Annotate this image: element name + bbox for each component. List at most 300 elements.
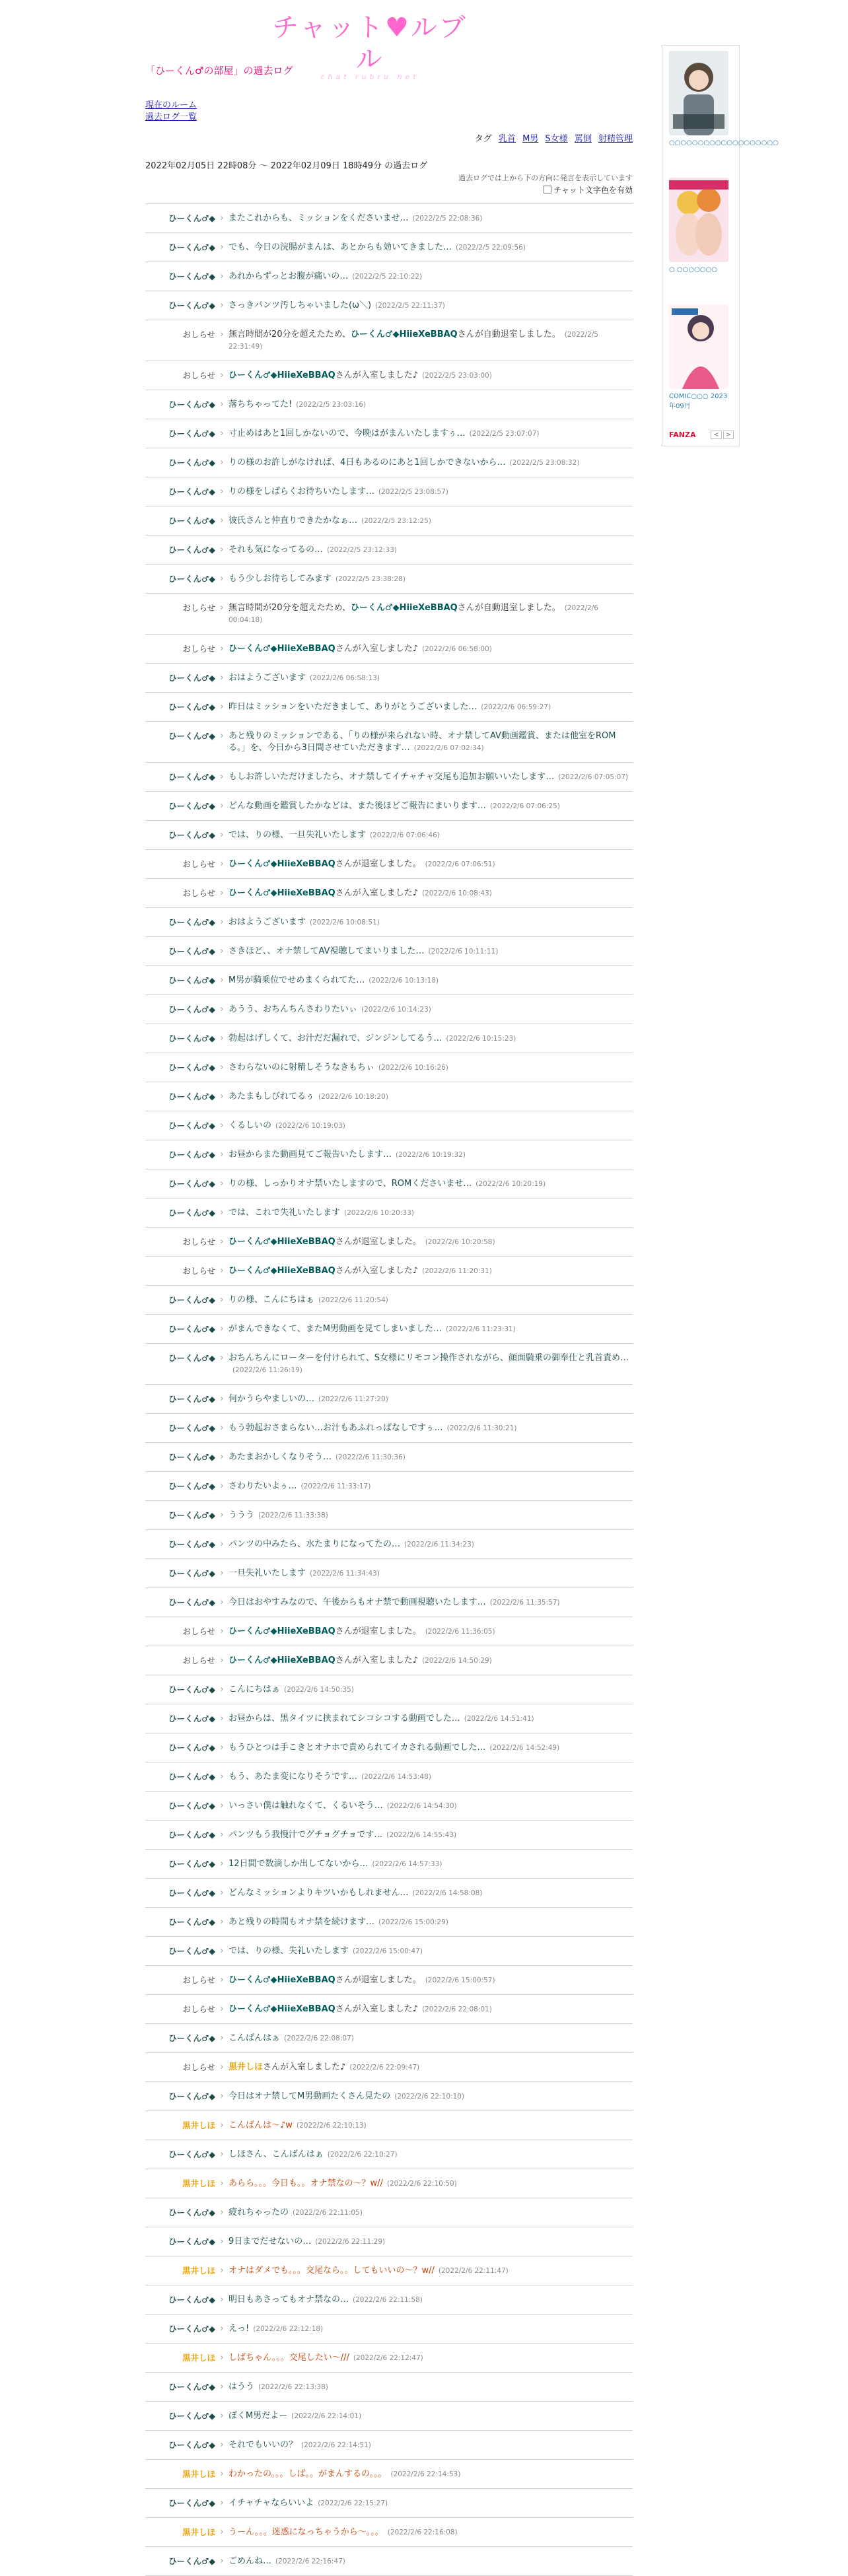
speaker-name: おしらせ [182,1266,215,1276]
speaker-name: 黒井しほ [182,2527,215,2537]
title-prefix: 「 [145,65,156,77]
ad-caption-3[interactable]: COMIC○○○ 2023年09月 [669,393,728,410]
timestamp: (2022/2/5 23:08:32) [509,459,580,467]
message-body: でも、今日の浣腸がまんは、あとからも効いてきました… [229,242,452,252]
chat-log-row [145,2140,633,2169]
separator: › [220,1353,224,1363]
timestamp: (2022/2/6 00:04:18) [229,604,598,624]
message-text [229,213,633,225]
speaker-name: ひーくん♂◆ [168,946,215,956]
separator: › [220,1179,224,1189]
message-body: M男が騎乗位でせめまくられてた… [229,975,365,985]
message-body: しほさん、こんばんはぁ [229,2149,324,2159]
chat-log-row [145,908,633,937]
chat-log-row [145,291,633,320]
speaker-name: ひーくん♂◆ [168,2382,215,2392]
log-direction-note: 過去ログでは上から下の方向に発言を表示しています [458,174,633,182]
ad-image-2[interactable] [669,178,728,262]
speaker-name: 黒井しほ [182,2120,215,2130]
message-text [229,2236,633,2248]
separator: › [220,2353,224,2363]
timestamp: (2022/2/6 10:11:11) [428,948,499,956]
timestamp: (2022/2/6 15:00:57) [425,1976,495,1984]
message-body: こんばんはぁ [229,2033,281,2043]
ad-next-button[interactable]: > [723,431,734,439]
timestamp: (2022/2/6 14:54:30) [386,1802,457,1810]
message-body: あと残りのミッションである、「りの様が来られない時、オナ禁してAV動画鑑賞、または他室をROMる。」を、今日から3日間させていただきます… [229,731,616,753]
timestamp: (2022/2/6 06:59:27) [481,703,551,711]
notice-user: ひーくん♂◆HiieXeBBAQ [229,644,336,654]
chat-log-row [145,2285,633,2315]
message-text [229,1713,633,1725]
message-text [229,2294,633,2306]
speaker-name: ひーくん♂◆ [168,1859,215,1869]
message-body: 明日もあさってもオナ禁なの… [229,2295,349,2305]
separator: › [220,2324,224,2334]
message-body: あたまもしびれてるぅ [229,1092,315,1101]
separator: › [220,271,224,281]
message-text [229,2352,633,2364]
timestamp: (2022/2/6 22:13:38) [258,2383,328,2391]
message-body: ごめんね… [229,2556,272,2566]
separator: › [220,603,224,613]
notice-suffix: さんが退室しました。 [335,1975,421,1985]
message-body: はうう [229,2382,255,2392]
timestamp: (2022/2/6 11:26:19) [232,1366,302,1374]
chat-log-row [145,1344,633,1385]
message-text [229,1323,633,1335]
main-content [145,63,633,2576]
separator: › [220,1917,224,1927]
timestamp: (2022/2/6 11:33:17) [300,1482,371,1490]
separator: › [220,2382,224,2392]
separator: › [220,1714,224,1723]
timestamp: (2022/2/6 11:34:43) [310,1570,380,1578]
chat-log-row [145,664,633,693]
notice-user: ひーくん♂◆HiieXeBBAQ [229,888,336,898]
site-logo[interactable] [271,12,469,81]
timestamp: (2022/2/5 22:08:36) [412,215,483,223]
speaker-name: ひーくん♂◆ [168,1539,215,1549]
chat-log-row [145,390,633,419]
speaker-name: ひーくん♂◆ [168,673,215,683]
chat-log-row [145,635,633,664]
chat-log-row [145,1530,633,1559]
chat-log-row [145,1762,633,1792]
chat-log-row [145,448,633,477]
message-text [229,858,633,870]
site-logo-subtext: chat rubru net [320,73,419,81]
chat-log-row [145,1966,633,1995]
chat-log-row [145,2373,633,2402]
timestamp: (2022/2/6 10:20:19) [476,1180,546,1188]
message-body: 今日はおやすみなので、午後からもオナ禁で動画視聴いたします… [229,1597,486,1607]
speaker-name: ひーくん♂◆ [168,1597,215,1607]
message-body: では、これで失礼いたします [229,1208,341,1218]
timestamp: (2022/2/6 22:15:27) [318,2499,388,2507]
timestamp: (2022/2/5 22:09:56) [456,244,526,252]
color-toggle[interactable] [145,184,633,195]
timestamp: (2022/2/6 15:00:29) [378,1918,448,1926]
notice-user: ひーくん♂◆HiieXeBBAQ [229,1237,336,1247]
timestamp: (2022/2/6 14:57:33) [372,1860,442,1868]
message-body: ううう [229,1510,255,1520]
message-body: さわりたいよぅ… [229,1481,297,1491]
notice-suffix: さんが退室しました。 [335,1237,421,1247]
notice-suffix: さんが入室しました♪ [263,2062,346,2072]
message-body: ぼくM男だよー [229,2411,288,2421]
color-toggle-label: チャット文字色を有効 [553,186,633,195]
message-text [229,1149,633,1161]
message-text [229,1597,633,1609]
timestamp: (2022/2/5 22:31:49) [229,331,598,351]
message-text [229,1945,633,1957]
ad-banner-1[interactable] [669,51,779,147]
chat-log-row [145,536,633,565]
message-body: わかったの。。。しば。。がまんするの。。。 [229,2469,387,2479]
message-body: あたまおかしくなりそう… [229,1452,332,1462]
chat-log-row [145,693,633,722]
message-text [229,2556,633,2567]
notice-suffix: さんが入室しました♪ [335,888,418,898]
separator: › [220,242,224,252]
speaker-name: ひーくん♂◆ [168,2149,215,2159]
timestamp: (2022/2/6 22:14:51) [301,2441,371,2449]
current-room-link[interactable]: 現在のルーム [145,100,197,110]
message-body: それでもいいの？ [229,2440,298,2450]
separator: › [220,400,224,409]
speaker-name: ひーくん♂◆ [168,2295,215,2305]
chat-log-row [145,2402,633,2431]
message-text [229,1004,633,1016]
fanza-logo[interactable]: FANZA [669,431,696,439]
timestamp: (2022/2/6 14:50:35) [284,1686,354,1694]
message-text [229,1568,633,1580]
chat-log-row [145,1443,633,1472]
speaker-name: ひーくん♂◆ [168,702,215,712]
message-text [229,2526,633,2538]
tag-row [145,131,633,144]
separator: › [220,574,224,584]
chat-log-row [145,594,633,635]
speaker-name: おしらせ [182,1626,215,1636]
timestamp: (2022/2/6 22:11:29) [315,2238,386,2246]
timestamp: (2022/2/6 10:08:51) [310,919,380,926]
separator: › [220,1266,224,1276]
timestamp: (2022/2/6 10:20:33) [344,1209,414,1217]
timestamp: (2022/2/6 11:30:21) [446,1424,517,1432]
speaker-name: ひーくん♂◆ [168,1121,215,1131]
timestamp: (2022/2/5 23:03:00) [421,372,492,380]
tag-link[interactable]: M男 [522,134,539,144]
speaker-name: ひーくん♂◆ [168,1324,215,1334]
separator: › [220,2411,224,2421]
separator: › [220,213,224,223]
message-text [229,1655,633,1667]
separator: › [220,1394,224,1404]
chat-log-row [145,1908,633,1937]
timestamp: (2022/2/6 22:12:18) [253,2325,324,2333]
chat-log-row [145,2518,633,2547]
message-body: さきほど、、オナ禁してAV視聴してまいりました… [229,946,425,956]
chat-log-row [145,1169,633,1199]
notice-user: ひーくん♂◆HiieXeBBAQ [351,330,458,339]
speaker-name: ひーくん♂◆ [168,1772,215,1782]
color-toggle-checkbox[interactable] [544,186,551,193]
message-body: 寸止めはあと1回しかないので、今晩はがまんいたしますぅ… [229,429,466,438]
tag-link[interactable]: 罵倒 [574,134,592,144]
chat-log-row [145,1472,633,1501]
message-body: こんにちはぁ [229,1685,281,1694]
timestamp: (2022/2/6 22:08:01) [421,2005,492,2013]
ad-pager [709,431,734,439]
timestamp: (2022/2/6 22:10:10) [394,2093,465,2101]
ad-prev-button[interactable]: < [711,431,721,439]
timestamp: (2022/2/6 10:13:18) [369,977,439,985]
timestamp: (2022/2/6 07:06:25) [490,802,560,810]
separator: › [220,2149,224,2159]
separator: › [220,2469,224,2479]
chat-log-row [145,2227,633,2256]
separator: › [220,1859,224,1869]
message-body: それも気になってるの… [229,545,324,555]
chat-log-row [145,1588,633,1617]
separator: › [220,2295,224,2305]
message-text [229,1626,633,1638]
timestamp: (2022/2/6 07:02:34) [413,744,484,752]
separator: › [220,1801,224,1811]
chat-log-row [145,1385,633,1414]
message-body: いっさい僕は触れなくて、くるいそう… [229,1801,383,1811]
timestamp: (2022/2/6 14:55:43) [386,1831,457,1839]
speaker-name: ひーくん♂◆ [168,917,215,927]
timestamp: (2022/2/6 10:14:23) [361,1006,431,1014]
message-body: 落ちちゃってた! [229,400,293,409]
ad-image-1[interactable] [669,51,728,135]
speaker-name: ひーくん♂◆ [168,830,215,840]
speaker-name: ひーくん♂◆ [168,271,215,281]
message-text [229,2091,633,2103]
message-text [229,1294,633,1306]
separator: › [220,1568,224,1578]
speaker-name: おしらせ [182,859,215,869]
separator: › [220,1237,224,1247]
timestamp: (2022/2/6 07:06:46) [370,831,440,839]
message-body: 勃起はげしくて、お汁だだ漏れで、ジンジンしてるう… [229,1033,442,1043]
message-text [229,1033,633,1045]
message-body: もう、あたま変になりそうです… [229,1772,358,1782]
chat-log-row [145,565,633,594]
timestamp: (2022/2/6 22:11:05) [293,2209,363,2217]
message-text [229,1236,633,1248]
separator: › [220,2237,224,2246]
chat-log-row [145,1257,633,1286]
message-text [229,1916,633,1928]
timestamp: (2022/2/6 11:33:38) [258,1512,328,1519]
message-body: どんなミッションよりキツいかもしれません… [229,1888,409,1898]
message-text [229,1352,633,1376]
separator: › [220,731,224,741]
message-text [229,1451,633,1463]
message-text [229,573,633,585]
separator: › [220,1452,224,1462]
room-name: ひーくん♂の部屋 [155,65,234,77]
ad-banner-3[interactable] [669,304,732,410]
chat-log-row [145,1617,633,1646]
message-text [229,888,633,899]
message-text [229,271,633,283]
separator: › [220,516,224,526]
speaker-name: ひーくん♂◆ [168,1295,215,1305]
ad-caption-2[interactable]: ○ ○○○○○○○ [669,266,717,273]
log-list-link[interactable]: 過去ログ一覧 [145,112,197,122]
separator: › [220,1539,224,1549]
chat-log-row [145,1675,633,1704]
message-text [229,829,633,841]
message-body: あれからずっとお腹が痛いの… [229,271,349,281]
separator: › [220,859,224,869]
speaker-name: ひーくん♂◆ [168,2556,215,2566]
timestamp: (2022/2/6 22:08:07) [284,2035,354,2042]
speaker-name: おしらせ [182,644,215,654]
speaker-name: おしらせ [182,888,215,898]
message-body: イチャチャならいいよ [229,2498,314,2508]
timestamp: (2022/2/6 22:11:47) [438,2267,509,2275]
message-body: 何かうらやましいの… [229,1394,315,1404]
notice-user: ひーくん♂◆HiieXeBBAQ [229,1626,336,1636]
speaker-name: ひーくん♂◆ [168,1568,215,1578]
chat-log-row [145,2547,633,2576]
separator: › [220,1004,224,1014]
speaker-name: ひーくん♂◆ [168,242,215,252]
ad-image-3[interactable] [669,304,728,389]
message-text [229,1120,633,1132]
message-body: もう少しお待ちしてみます [229,574,332,584]
speaker-name: ひーくん♂◆ [168,2498,215,2508]
message-text [229,975,633,987]
separator: › [220,888,224,898]
message-body: オナはダメでも。。。交尾なら。。してもいいの〜？w// [229,2266,435,2276]
message-body: では、りの様、一旦失礼いたします [229,830,367,840]
speaker-name: ひーくん♂◆ [168,2440,215,2450]
message-text [229,1684,633,1696]
speaker-name: おしらせ [182,603,215,613]
chat-log-row [145,2082,633,2111]
separator: › [220,917,224,927]
message-text [229,399,633,411]
message-text [229,730,633,754]
message-text [229,1800,633,1812]
separator: › [220,1295,224,1305]
timestamp: (2022/2/6 22:11:58) [353,2296,423,2304]
speaker-name: ひーくん♂◆ [168,1208,215,1218]
message-text [229,2381,633,2393]
message-text [229,515,633,527]
speaker-name: ひーくん♂◆ [168,300,215,310]
chat-log-row [145,722,633,763]
timestamp: (2022/2/6 15:00:47) [353,1947,423,1955]
timestamp: (2022/2/6 11:36:05) [425,1628,495,1636]
chat-log-row [145,937,633,966]
speaker-name: ひーくん♂◆ [168,2411,215,2421]
timestamp: (2022/2/5 23:12:25) [361,517,431,525]
message-body: もうひとつは手こきとオナホで責められてイカされる動画でした… [229,1743,486,1753]
separator: › [220,487,224,497]
speaker-name: ひーくん♂◆ [168,1510,215,1520]
timestamp: (2022/2/6 11:27:20) [318,1395,388,1403]
message-body: りの様をしばらくお待ちいたします… [229,487,375,497]
speaker-name: ひーくん♂◆ [168,1481,215,1491]
separator: › [220,1685,224,1694]
separator: › [220,975,224,985]
separator: › [220,1510,224,1520]
message-text [229,1539,633,1550]
chat-log-row [145,1704,633,1733]
speaker-name: ひーくん♂◆ [168,458,215,468]
date-range: 2022年02月05日 22時08分 〜 2022年02月09日 18時49分 の過去ログ [145,161,428,171]
speaker-name: ひーくん♂◆ [168,1150,215,1160]
chat-log-row [145,1501,633,1530]
chat-log-row [145,1228,633,1257]
ad-caption-1[interactable]: ○○○○○○○○○○○○○○○○○○○ [669,139,779,147]
chat-log-row [145,2024,633,2053]
speaker-name: ひーくん♂◆ [168,516,215,526]
notice-prefix: 無言時間が20分を超えたため、 [229,330,351,339]
message-text [229,300,633,312]
message-text [229,2410,633,2422]
tag-link[interactable]: 乳首 [498,134,516,144]
chat-log-row [145,2344,633,2373]
separator: › [220,2062,224,2072]
speaker-name: ひーくん♂◆ [168,801,215,811]
message-text [229,242,633,254]
separator: › [220,1830,224,1840]
tag-link[interactable]: S女様 [545,134,568,144]
timestamp: (2022/2/6 22:16:08) [387,2528,458,2536]
timestamp: (2022/2/6 10:16:26) [378,1064,448,1072]
message-text [229,1510,633,1521]
page-title [145,63,633,77]
timestamp: (2022/2/6 22:16:47) [275,2558,345,2565]
separator: › [220,702,224,712]
tag-link[interactable]: 射精管理 [598,134,633,144]
speaker-name: おしらせ [182,1655,215,1665]
separator: › [220,1423,224,1433]
timestamp: (2022/2/6 06:58:00) [421,645,492,653]
separator: › [220,2033,224,2043]
message-text [229,2003,633,2015]
message-body: がまんできなくて、またM男動画を見てしまいました… [229,1324,442,1334]
chat-log-row [145,792,633,821]
message-text [229,370,633,382]
separator: › [220,1626,224,1636]
message-text [229,2207,633,2219]
timestamp: (2022/2/5 23:38:28) [336,575,406,583]
separator: › [220,1092,224,1101]
chat-log-row [145,2111,633,2140]
message-text [229,672,633,684]
chat-log-row [145,1733,633,1762]
message-text [229,1858,633,1870]
ad-banner-2[interactable] [669,178,732,273]
message-body: くるしいの [229,1121,272,1131]
message-text [229,917,633,928]
message-text [229,701,633,713]
message-text [229,1829,633,1841]
separator: › [220,458,224,468]
notice-user: 黒井しほ [229,2062,264,2072]
speaker-name: おしらせ [182,2062,215,2072]
